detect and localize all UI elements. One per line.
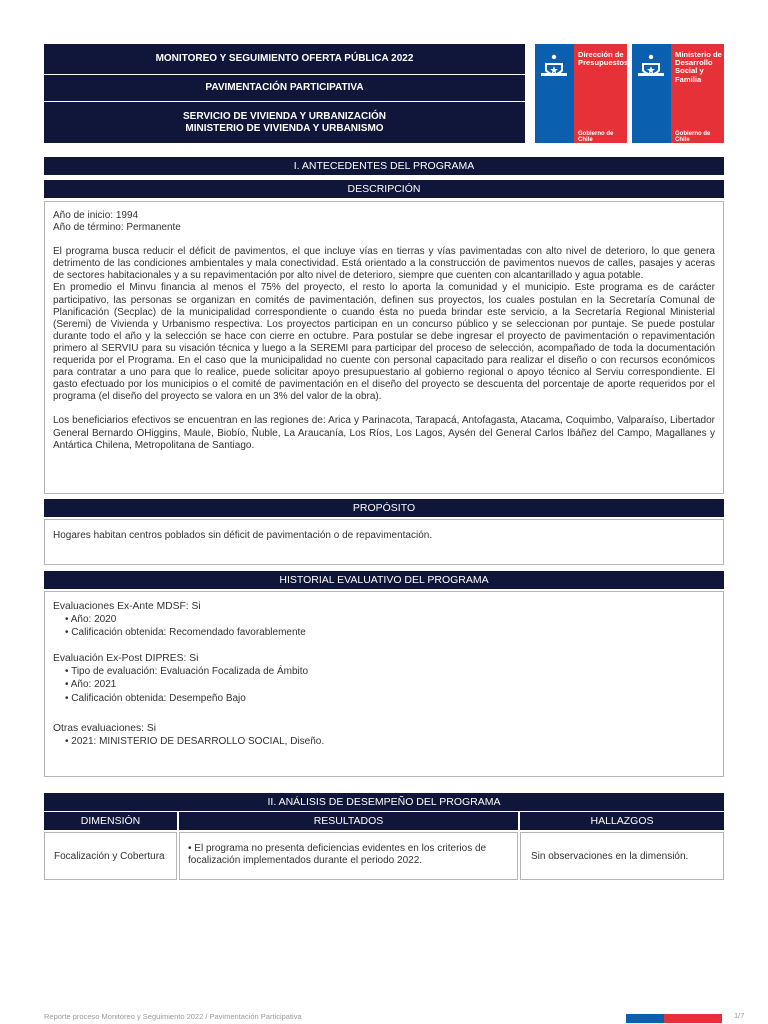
historial-box — [44, 591, 724, 777]
coat-of-arms-icon — [539, 53, 569, 83]
dipres-logo: Dirección de Presupuestos Gobierno de Chile — [535, 44, 627, 143]
proposito-box — [44, 519, 724, 565]
beneficiaries-paragraph: Los beneficiarios efectivos se encuentran en las regiones de: Arica y Parinacota, Tarapacá, Antofagasta, Atacama, Coquimbo, Valparaíso, Libertador General Bernardo OHiggins, Maule, Biobío, Ñuble, La Araucanía, Los Ríos, Los Lagos, Aysén del General Carlos Ibáñez del Campo, Magallanes y Antártica Chilena, Metropolitana de Santiago. — [53, 415, 715, 451]
list-item: • Tipo de evaluación: Evaluación Focalizada de Ámbito — [65, 666, 309, 678]
list-item: • Calificación obtenida: Desempeño Bajo — [65, 692, 246, 704]
purpose-text: Hogares habitan centros poblados sin déficit de pavimentación o de repavimentación. — [53, 530, 433, 541]
header-title-bar — [44, 44, 525, 74]
description-paragraph: El programa busca reducir el déficit de pavimentos, el que incluye vías en tierras y vías pavimentadas con alto nivel de deterioro, lo que genera detrimento de las condiciones ambientales y mala conectividad. Está orientado a la construcción de pavimentos nuevos de calles, pasajes y aceras de sectores habitacionales y a su repavimentación por alto nivel de deterioro, siempre que cuenten con alcantarillado y agua potable. — [53, 246, 715, 282]
list-item: • Año: 2021 — [65, 679, 117, 691]
historial-heading: HISTORIAL EVALUATIVO DEL PROGRAMA — [44, 571, 724, 589]
mdsf-logo: Ministerio de Desarrollo Social y Familia Gobierno de Chile — [632, 44, 724, 143]
table-cell-resultados: • El programa no presenta deficiencias evidentes en los criterios de focalización implementados durante el periodo 2022. — [179, 832, 518, 880]
header-institution-bar — [44, 102, 525, 143]
descripcion-heading: DESCRIPCIÓN — [44, 180, 724, 198]
coat-of-arms-icon — [636, 53, 666, 83]
list-item: • Año: 2020 — [65, 614, 117, 626]
section-title: I. ANTECEDENTES DEL PROGRAMA — [44, 157, 724, 175]
flag-bar-red — [664, 1014, 722, 1023]
description-paragraph: En promedio el Minvu financia al menos el 75% del proyecto, el resto lo aporta la comunidad y el municipio. Este programa es de carácter participativo, las personas se organizan en comités de pavimentación, definen sus proyectos, los cuales postulan en la Secretaría Comunal de Planificación (Secplac) de la municipalidad correspondiente o cuando ésta no pueda brindar este servicio, a la Secretaría Regional Ministerial (Seremi) de Vivienda y Urbanismo respectiva. Los proyectos participan en un concurso público y se seleccionan por puntaje. Se puede postular durante todo el año y la selección se hace con cierre en octubre. Para postular se debe ingresar el proyecto de pavimentación o repavimentación primero al SERVIU para su visación técnica y luego a la SEREMI para participar del proceso de selección, acompañado de toda la documentación requerida por el Programa. En el caso que la municipalidad no cuente con personal capacitado para realizar el diseño o con recursos económicos para contratar a uno para que lo realice, puede solicitar apoyo presupuestario al gobierno regional o apoyo técnico al Serviu correspondiente. El gasto efectuado por los municipios o el comité de pavimentación en el diseño del proyecto se descuenta del porcentaje de aporte requeridos por el programa (el diseño del proyecto se valora en un 3% del valor de la obra). — [53, 282, 715, 403]
footer-text: Reporte proceso Monitoreo y Seguimiento 2022 / Pavimentación Participativa — [44, 1012, 302, 1021]
flag-bar-blue — [626, 1014, 664, 1023]
service-name: SERVICIO DE VIVIENDA Y URBANIZACIÓN — [183, 110, 386, 122]
section-title: II. ANÁLISIS DE DESEMPEÑO DEL PROGRAMA — [44, 793, 724, 811]
ministry-name: MINISTERIO DE VIVIENDA Y URBANISMO — [185, 122, 384, 134]
otras-title: Otras evaluaciones: Si — [53, 722, 157, 734]
start-year: Año de inicio: 1994 — [53, 210, 139, 221]
descripcion-box — [44, 201, 724, 494]
list-item: • Calificación obtenida: Recomendado favorablemente — [65, 627, 306, 639]
column-header-hallazgos: HALLAZGOS — [520, 812, 724, 830]
expost-title: Evaluación Ex-Post DIPRES: Si — [53, 653, 199, 665]
program-name: PAVIMENTACIÓN PARTICIPATIVA — [205, 82, 364, 93]
table-cell-hallazgos: Sin observaciones en la dimensión. — [520, 832, 724, 880]
header-program-bar — [44, 75, 525, 101]
column-header-dimension: DIMENSIÓN — [44, 812, 177, 830]
exante-title: Evaluaciones Ex-Ante MDSF: Si — [53, 601, 201, 612]
column-header-resultados: RESULTADOS — [179, 812, 518, 830]
gobierno-label: Gobierno de Chile — [675, 131, 711, 143]
table-cell-dimension: Focalización y Cobertura — [44, 832, 177, 880]
gobierno-label: Gobierno de Chile — [578, 131, 614, 143]
end-year: Año de término: Permanente — [53, 222, 181, 234]
proposito-heading: PROPÓSITO — [44, 499, 724, 517]
page-number: 1/7 — [734, 1011, 745, 1020]
report-title: MONITOREO Y SEGUIMIENTO OFERTA PÚBLICA 2022 — [155, 53, 414, 64]
list-item: • 2021: MINISTERIO DE DESARROLLO SOCIAL, Diseño. — [65, 735, 325, 747]
